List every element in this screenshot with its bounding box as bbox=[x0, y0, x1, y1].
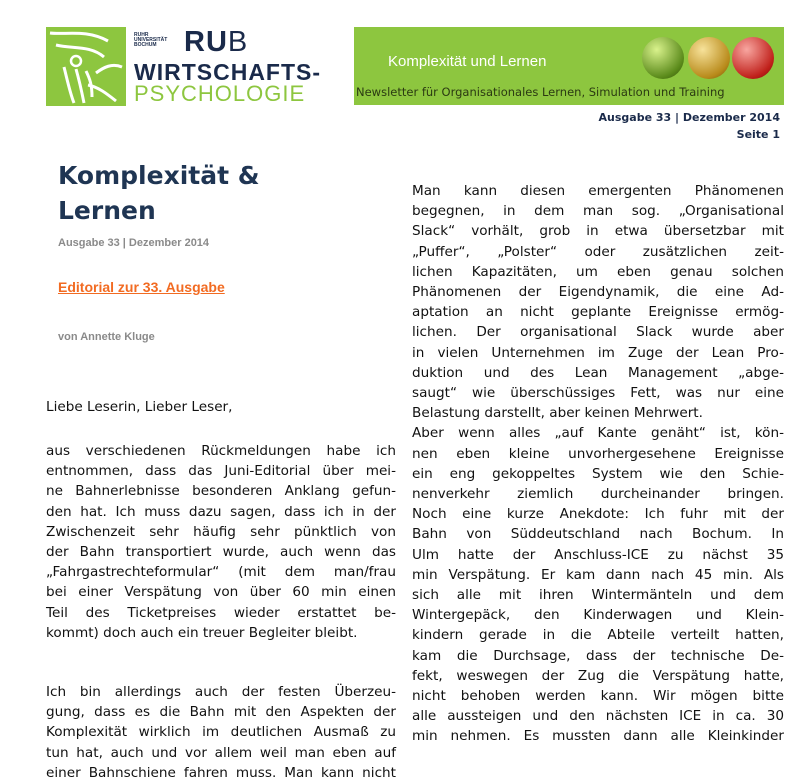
text-line: sich alle mit ihren Wintermänteln und dem bbox=[412, 587, 784, 604]
logo-small-line: BOCHUM bbox=[134, 42, 157, 48]
logo-rub-light: B bbox=[227, 26, 249, 58]
article-subtitle: Ausgabe 33 | Dezember 2014 bbox=[58, 237, 210, 249]
text-line: Man kann diesen emergenten Phänomenen bbox=[412, 183, 784, 199]
gold-sphere-icon bbox=[688, 37, 730, 79]
text-line: fekt, weswegen der Zug die Verspätung hatte, bbox=[412, 667, 784, 684]
text-line: Ich bin allerdings auch der festen Überzeu- bbox=[46, 684, 396, 700]
text-line: Phänomenen der Eigendynamik, die eine Ad- bbox=[412, 284, 784, 301]
article-author: von Annette Kluge bbox=[58, 331, 155, 343]
text-line: kommt) doch auch ein treuer Begleiter bleibt. bbox=[46, 624, 358, 641]
logo-rub-text bbox=[184, 27, 248, 57]
newsletter-banner bbox=[354, 27, 784, 105]
text-line: „Puffer“, „Polster“ oder zusätzlichen zeit- bbox=[412, 243, 784, 260]
salutation: Liebe Leserin, Lieber Leser, bbox=[46, 399, 233, 415]
text-line: aus verschiedenen Rückmeldungen habe ich bbox=[46, 443, 396, 459]
text-line: Aber wenn alles „auf Kante genäht“ ist, kön- bbox=[412, 425, 784, 442]
text-line: ein eng gekoppeltes System wie den Schie- bbox=[412, 465, 784, 482]
banner-title: Komplexität und Lernen bbox=[388, 53, 547, 70]
logo-line-wirtschafts: WIRTSCHAFTS- bbox=[134, 59, 322, 85]
text-line: der Bahn transportiert wurde, auch wenn das bbox=[46, 544, 396, 561]
text-line: Belastung darstellt, aber keinen Mehrwert. bbox=[412, 405, 703, 422]
text-line: Zwischenzeit sehr häufig sehr pünktlich von bbox=[46, 523, 396, 540]
banner-subtitle: Newsletter für Organisationales Lernen, Simulation und Training bbox=[356, 85, 725, 99]
text-line: kam die Durchsage, dass der technische De- bbox=[412, 647, 784, 664]
text-line: ne Bahnerlebnisse besonderen Anklang gefun- bbox=[46, 483, 396, 500]
text-line: gung, dass es die Bahn mit den Aspekten der bbox=[46, 704, 396, 721]
right-column-text bbox=[412, 181, 784, 747]
logo-small-line: RUHR bbox=[134, 32, 149, 38]
left-paragraph-1 bbox=[46, 441, 396, 643]
text-line: Komplexität wirklich im deutlichen Ausmaß zu bbox=[46, 724, 396, 741]
text-line: Noch eine kurze Anekdote: Ich fuhr mit der bbox=[412, 506, 784, 523]
text-line: saugt“ wie überschüssiges Fett, was nur eine bbox=[412, 385, 784, 402]
text-line: begegnen, in dem man sog. „Organisational bbox=[412, 203, 784, 220]
text-line: Ulm hatte der Anschluss-ICE zu nächst 35 bbox=[412, 546, 784, 563]
text-line: entnommen, dass das Juni-Editorial über mei- bbox=[46, 463, 396, 480]
logo-university-name bbox=[134, 33, 174, 48]
editorial-link[interactable]: Editorial zur 33. Ausgabe bbox=[58, 279, 225, 295]
text-line: nenverkehr ziemlich durcheinander bringen. bbox=[412, 486, 784, 503]
text-line: Teil des Ticketpreises wieder erstattet be- bbox=[46, 604, 396, 621]
text-line: den hat. Ich muss dazu sagen, dass ich in der bbox=[46, 503, 396, 520]
green-sphere-icon bbox=[642, 37, 684, 79]
logo-rub-bold: RU bbox=[184, 26, 228, 58]
logo-small-line: UNIVERSITÄT bbox=[134, 37, 168, 43]
page-number: Seite 1 bbox=[736, 128, 780, 141]
text-line: nicht behoben werden kann. Wir mögen bitte bbox=[412, 688, 784, 705]
text-line: kindern gerade in die Abteile verteilt hatten, bbox=[412, 627, 784, 644]
text-line: Slack“ vorhält, grob in etwa übersetzbar mit bbox=[412, 223, 784, 240]
article-title bbox=[58, 158, 338, 228]
text-line: lichen. Der organisational Slack wurde aber bbox=[412, 324, 784, 341]
left-paragraph-2 bbox=[46, 682, 396, 783]
issue-info: Ausgabe 33 | Dezember 2014 bbox=[598, 111, 780, 124]
title-line: Lernen bbox=[58, 196, 156, 225]
text-line: Wintergepäck, den Kinderwagen und Klein- bbox=[412, 607, 784, 624]
text-line: min Verspätung. Er kam dann nach 45 min. Als bbox=[412, 566, 784, 583]
red-sphere-icon bbox=[732, 37, 774, 79]
text-line: einer Bahnschiene fahren muss. Man kann nicht bbox=[46, 764, 396, 781]
text-line: lichen Kapazitäten, um eben genau solchen bbox=[412, 263, 784, 280]
text-line: nen eben kleine unvorhergesehene Ereignisse bbox=[412, 445, 784, 462]
rub-logo bbox=[46, 27, 322, 106]
title-line: Komplexität & bbox=[58, 161, 260, 190]
logo-line-psychologie: PSYCHOLOGIE bbox=[134, 81, 306, 106]
text-line: in vielen Unternehmen im Zuge der Lean Pro- bbox=[412, 344, 784, 361]
logo-figure-icon bbox=[46, 27, 126, 106]
text-line: Bahn von Süddeutschland nach Bochum. In bbox=[412, 526, 784, 543]
text-line: bei einer Verspätung von über 60 min einen bbox=[46, 584, 396, 601]
text-line: „Fahrgastrechteformular“ (mit dem man/frau bbox=[46, 564, 396, 581]
text-line: min nehmen. Es mussten dann alle Kleinkinder bbox=[412, 728, 784, 745]
text-line: aptation an nicht geplante Ereignisse ermög- bbox=[412, 304, 784, 321]
text-line: tun hat, auch und vor allem weil man eben auf bbox=[46, 744, 396, 761]
text-line: alle aussteigen und den nächsten ICE in ca. 30 bbox=[412, 708, 784, 725]
text-line: duktion und des Lean Management „abge- bbox=[412, 364, 784, 381]
